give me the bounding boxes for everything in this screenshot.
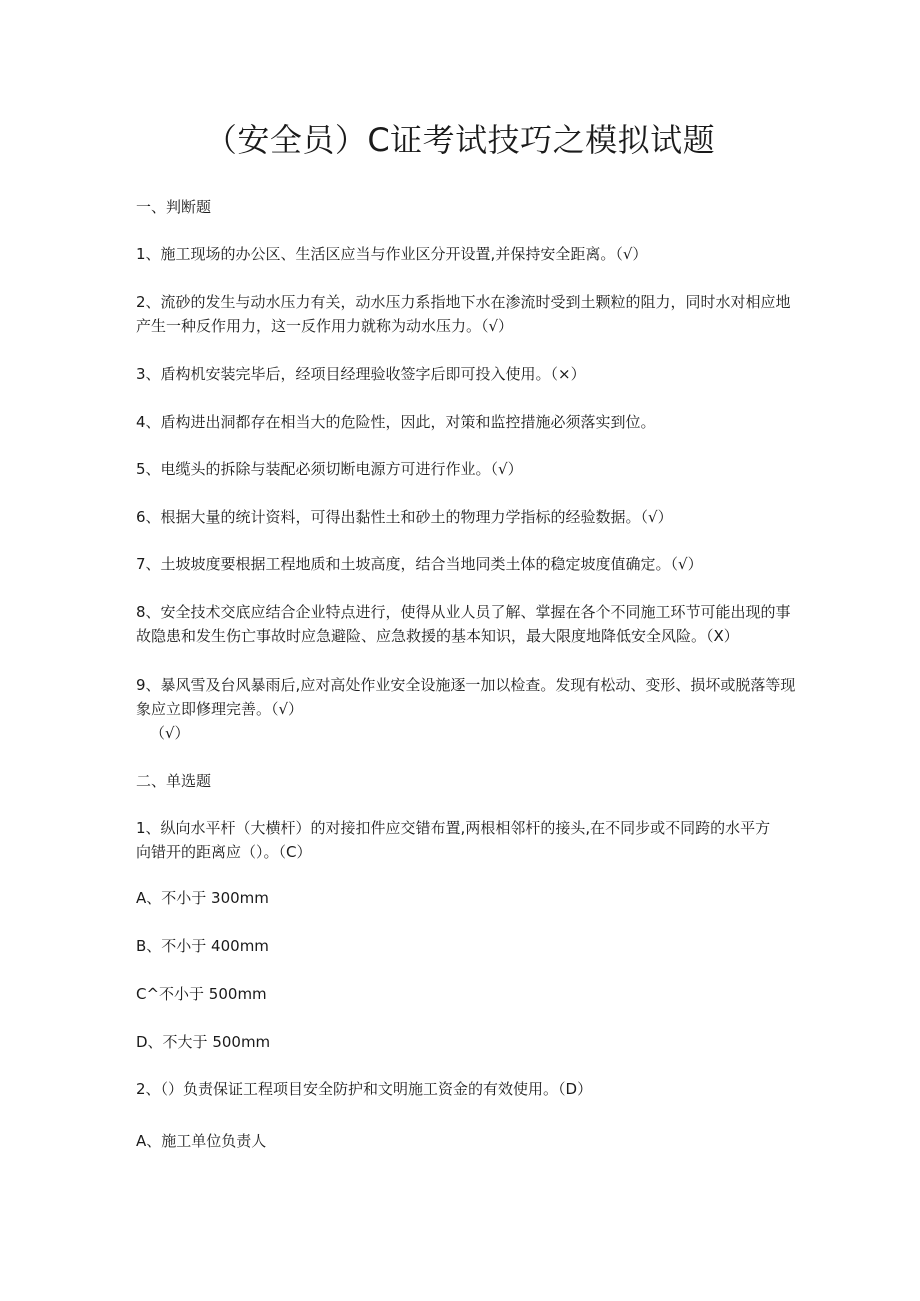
question-text: 2、（）负责保证工程项目安全防护和文明施工资金的有效使用。（D） (136, 1080, 593, 1098)
question-option: A、不小于 300mm (136, 889, 269, 907)
judgment-item: 9、暴风雪及台风暴雨后,应对高处作业安全设施逐一加以检查。发现有松动、变形、损坏或脱落等现象应立即修理完善。（√） (136, 676, 796, 718)
question-option: B、不小于 400mm (136, 937, 269, 955)
question-option: C^不小于 500mm (136, 985, 267, 1003)
question-text: 1、纵向水平杆（大横杆）的对接扣件应交错布置,两根相邻杆的接头,在不同步或不同跨的水平方向错开的距离应（）。（C） (136, 819, 771, 861)
judgment-item: 1、施工现场的办公区、生活区应当与作业区分开设置,并保持安全距离。（√） (136, 245, 648, 263)
judgment-item: 7、土坡坡度要根据工程地质和土坡高度，结合当地同类土体的稳定坡度值确定。（√） (136, 555, 703, 573)
judgment-item: 6、根据大量的统计资料，可得出黏性土和砂土的物理力学指标的经验数据。（√） (136, 508, 673, 526)
question-option: D、不大于 500mm (136, 1033, 271, 1051)
judgment-item: 3、盾构机安装完毕后，经项目经理验收签字后即可投入使用。（×） (136, 365, 586, 383)
judgment-item: 4、盾构进出洞都存在相当大的危险性，因此，对策和监控措施必须落实到位。 (136, 413, 656, 431)
judgment-item: 8、安全技术交底应结合企业特点进行，使得从业人员了解、掌握在各个不同施工环节可能出现的事故隐患和发生伤亡事故时应急避险、应急救援的基本知识，最大限度地降低安全风险。（X） (136, 603, 791, 645)
section-heading-judgment: 一、判断题 (136, 198, 212, 216)
page-title: （安全员）C证考试技巧之模拟试题 (204, 121, 716, 159)
extra-answer: （√） (150, 724, 190, 742)
question-option: A、施工单位负责人 (136, 1132, 267, 1150)
judgment-item: 2、流砂的发生与动水压力有关，动水压力系指地下水在渗流时受到土颗粒的阻力，同时水对相应地产生一种反作用力，这一反作用力就称为动水压力。（√） (136, 293, 791, 335)
judgment-item: 5、电缆头的拆除与装配必须切断电源方可进行作业。（√） (136, 460, 523, 478)
section-heading-single-choice: 二、单选题 (136, 772, 212, 790)
